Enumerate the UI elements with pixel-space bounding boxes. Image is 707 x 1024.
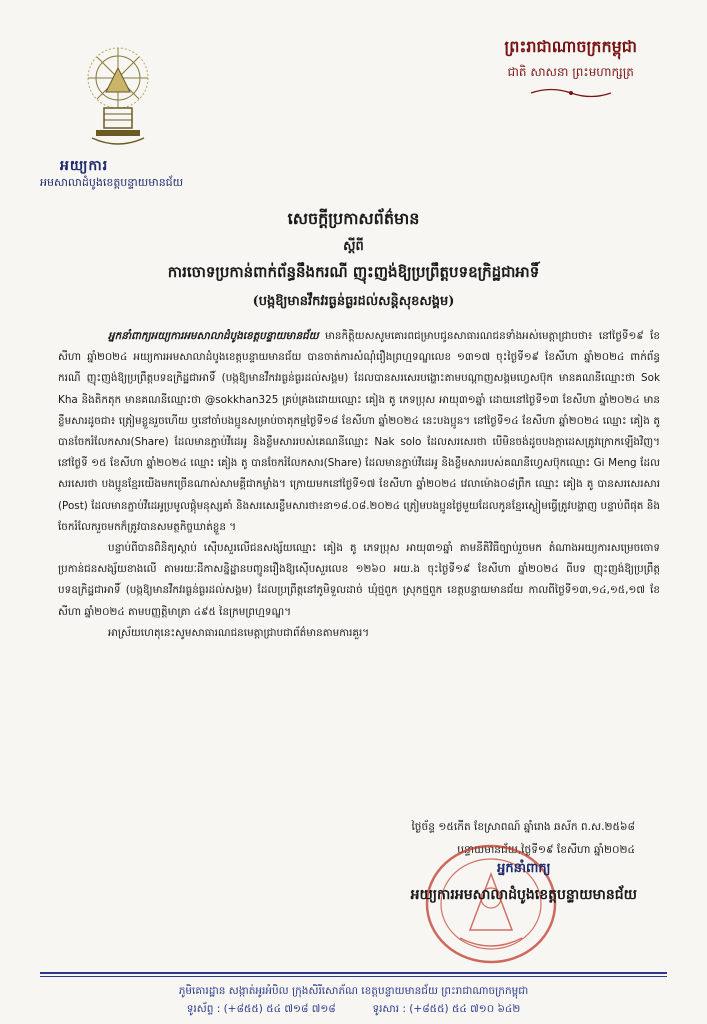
footer-contacts (0, 1000, 707, 1018)
kingdom-motto: ជាតិ សាសនា ព្រះមហាក្សត្រ (507, 65, 634, 79)
document-title: សេចក្តីប្រកាសព័ត៌មាន (287, 209, 420, 228)
document-subject: ការចោទប្រកាន់ពាក់ព័ន្ធនឹងករណី ញុះញង់ឱ្យប្រព្រឹត្តបទឧក្រិដ្ឋជាអាទិ៍ (167, 263, 540, 281)
footer-phone: ទូរស័ព្ទ : (+៨៥៥) ៥៤ ៧១៨ ៧១៨ (186, 1003, 336, 1015)
document-body (58, 326, 660, 644)
footer-address: ភូមិគោរដ្ឋាន សង្កាត់អូរអំបិល ក្រុងសិរីសោភ័ណ ខេត្តបន្ទាយមានជ័យ ព្រះរាជាណាចក្រកម្ពុជា (178, 985, 529, 997)
document-subject-note: (បង្កឱ្យមានវឹកវរធ្ងន់ធ្ងរដល់សន្តិសុខសង្គម) (252, 294, 455, 309)
paragraph-1-text: មានកិត្តិយសសូមគោរពជម្រាបជូនសាធារណជនទាំងអស់មេត្តាជ្រាបថា៖ នៅថ្ងៃទី១៩ ខែសីហា ឆ្នាំ២០២៤ អយ្យការអមសាលាដំបូងខេត្តបន្ទាយមានជ័យ បានចាត់ការសំណុំរឿងព្រហ្មទណ្ឌលេខ ១៣១៧ ចុះថ្ងៃទី១៩ ខែសីហា ឆ្នាំ២០២៤ ពាក់ព័ន្ធករណី ញុះញង់ឱ្យប្រព្រឹត្តបទឧក្រិដ្ឋជាអាទិ៍ (បង្កឱ្យមានវឹកវរធ្ងន់ធ្ងរដល់សង្គម) ដែលបានសរសេរបង្ហោះតាមបណ្តាញសង្គមហ្វេសប៊ុក មានគណនីឈ្មោះថា Sok Kha និងតិកតុក មានគណនីឈ្មោះថា @sokkhan325 គ្រប់គ្រងដោយឈ្មោះ គៀង តូ ភេទប្រុស អាយុ៣១ឆ្នាំ ដោយនៅថ្ងៃទី១៣ ខែសីហា ឆ្នាំ២០២៤ មានខ្លឹមសារដូចជា៖ ត្រៀមខ្លួនរួចហើយ ឬនៅចាំបងប្អូនសម្រាប់ចាតុកម្មថ្ងៃទី១៨ ខែសីហា ឆ្នាំ២០២៤ នេះបងប្អូន។ នៅថ្ងៃទី១៤ ខែសីហា ឆ្នាំ២០២៤ ឈ្មោះ គៀង តូ បានចែករំលែកសារ(Share) ដែលមានភ្ជាប់វីដេអូ និងខ្លឹមសាររបស់គេណនីឈ្មោះ Nak solo ដែលសរសេរថា បើមិនចង់ដូចបងក្តាដេសត្រូវក្រោកឡើងវិញ។ នៅថ្ងៃទី ១៥ ខែសីហា ឆ្នាំ២០២៤ ឈ្មោះ គៀង តូ បានចែករំលែកសារ(Share) ដែលមានភ្ជាប់វីដេអូ និងខ្លឹមសាររបស់គណនីហ្វេសប៊ុកឈ្មោះ Gi Meng ដែលសរសេរថា បងប្អូនខ្មែរយើងមកច្រើនណាស់សាមគ្គីជាកម្លាំង។ ក្រោយមកនៅថ្ងៃទី១៧ ខែសីហា ឆ្នាំ២០២៤ វេលាម៉ោង០៨ព្រឹក ឈ្មោះ គៀង តូ បានសរសេរសារ (Post) ដែលមានភ្ជាប់វីដេអូប្រមូលផ្តុំមនុស្សគាំ និងសរសេរខ្លឹមសារថា៖នា១៨.០៨.២០២៤ ត្រៀមបងប្អូនថ្ងៃមួយដែលកូនខ្មែរស្ងៀមធ្វើត្រូវបង្ហាញ បន្ទាប់ពីផុត និងចែករំលែករួចមកក៏ត្រូវបានសមត្ថកិច្ចឃាត់ខ្លួន ។ (58, 330, 660, 533)
ministry-subtitle: អមសាលាដំបូងខេត្តបន្ទាយមានជ័យ (40, 176, 184, 189)
paragraph-2: បន្ទាប់ពីបានពិនិត្យស្តាប់ ស៊ើបសួរលើជនសង្ស័យឈ្មោះ គៀង តូ ភេទប្រុស អាយុ៣១ឆ្នាំ តាមនីតិវិធីច្បាប់រួចមក តំណាងអយ្យការសម្រេចចោទប្រកាន់ជនសង្ស័យខាងលើ តាមរយៈដីកាសន្និដ្ឋានបញ្ជូនរឿងឱ្យស៊ើបសួរលេខ ១២៦០ អយ.ង ចុះថ្ងៃទី១៩ ខែសីហា ឆ្នាំ២០២៤ ពីបទ ញុះញង់ឱ្យប្រព្រឹត្តបទឧក្រិដ្ឋជាអាទិ៍ (បង្កឱ្យមានវឹកវរធ្ងន់ធ្ងរដល់សង្គម) ដែលប្រព្រឹត្តនៅភូមិទួលដាច់ ឃុំថ្មពួក ស្រុកថ្មពួក ខេត្តបន្ទាយមានជ័យ កាលពីថ្ងៃទី១៣,១៤,១៥,១៧ ខែសីហា ឆ្នាំ២០២៤ តាមបញ្ញត្តិមាត្រា ៤៩៥ នៃក្រមព្រហ្មទណ្ឌ។ (58, 542, 660, 618)
signature-block (411, 860, 637, 906)
spokesperson-lead: អ្នកនាំពាក្យអយ្យការអមសាលាដំបូងខេត្តបន្ទាយមានជ័យ (108, 330, 319, 342)
footer-divider-thin (40, 976, 667, 977)
paragraph-3: អាស្រ័យហេតុនេះសូមសាធារណជនមេត្តាជ្រាបជាព័ត៌មានតាមការគួរ។ (108, 626, 370, 639)
lunar-date: ថ្ងៃច័ន្ទ ១៥កើត ខែស្រាពណ៍ ឆ្នាំរោង ឆស័ក ព.ស.២៥៦៨ (411, 821, 635, 833)
court-emblem-icon (82, 42, 154, 152)
signature-office: អយ្យការអមសាលាដំបូងខេត្តបន្ទាយមានជ័យ (410, 887, 637, 903)
footer-fax: ទូរសារ : (+៨៥៥) ៥៤ ៧១០ ៦៤២ (372, 1003, 521, 1015)
kingdom-header (504, 36, 637, 100)
footer-divider (40, 972, 667, 974)
signature-title: អ្នកនាំពាក្យ (497, 861, 551, 876)
document-subject-label: ស្តីពី (343, 239, 364, 254)
solar-date: បន្ទាយមានជ័យ,ថ្ងៃទី១៩ ខែសីហា ឆ្នាំ២០២៤ (457, 844, 635, 856)
document-titles (0, 208, 707, 312)
paragraph-1 (58, 326, 660, 538)
ornament-divider-icon (526, 86, 616, 100)
kingdom-title: ព្រះរាជាណាចក្រកម្ពុជា (504, 37, 637, 56)
footer (0, 982, 707, 1018)
ministry-name: អយ្យការ (60, 158, 109, 174)
